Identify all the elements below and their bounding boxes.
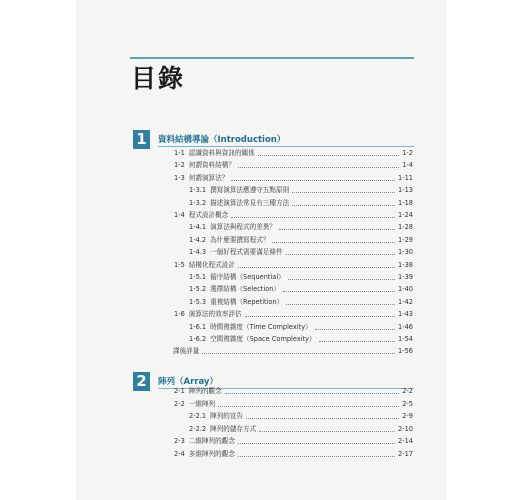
toc-entry-number: 1-1: [174, 149, 185, 157]
toc-entry-page: 2-9: [402, 412, 413, 421]
toc-entry[interactable]: [189, 334, 413, 345]
toc-entry-number: 1-5.1: [189, 273, 207, 281]
toc-entry-number: 1-6.2: [189, 335, 207, 343]
toc-entry-number: 1-4: [174, 211, 185, 219]
toc-entry-number: 1-3.1: [189, 186, 207, 195]
toc-leader-dots: [286, 253, 395, 255]
toc-entry-number: 1-5.2: [189, 285, 207, 294]
toc-entry-title: 為什麼要撰寫程式？: [210, 235, 270, 244]
toc-entry-title: 一維陣列: [188, 399, 216, 408]
toc-entry-number: 1-3: [174, 173, 185, 182]
toc-entry-number: 2-2: [174, 399, 185, 408]
toc-entry[interactable]: [174, 436, 413, 447]
toc-leader-dots: [246, 417, 399, 419]
toc-entry-title: 課後評量: [173, 347, 200, 356]
toc-leader-dots: [288, 278, 395, 280]
toc-entry-page: 1-11: [398, 173, 413, 182]
toc-entry[interactable]: [174, 399, 413, 410]
toc-leader-dots: [245, 315, 396, 317]
toc-entry-page: 1-54: [398, 335, 413, 343]
toc-entry[interactable]: [174, 260, 413, 271]
toc-entry-title: 演算法的效率評估: [188, 310, 242, 319]
toc-leader-dots: [231, 216, 395, 218]
chapter-1-title: 資料結構導論（Introduction）: [158, 135, 286, 145]
header-rule: [130, 57, 414, 59]
toc-leader-dots: [231, 179, 395, 181]
toc-entry-number: 2-4: [174, 450, 185, 458]
toc-entry-number: 1-4.3: [189, 248, 207, 257]
toc-entry[interactable]: [174, 309, 413, 320]
toc-leader-dots: [283, 290, 395, 292]
toc-entry[interactable]: [189, 235, 413, 246]
toc-entry-title: 陣列的觀念: [188, 387, 222, 395]
toc-entry-page: 1-39: [398, 273, 413, 281]
toc-leader-dots: [292, 191, 395, 193]
toc-entry-title: 二維陣列的觀念: [188, 437, 235, 446]
toc-entry-page: 1-56: [398, 347, 413, 356]
toc-entry-page: 2-5: [402, 399, 413, 408]
toc-entry-page: 2-14: [398, 437, 413, 446]
toc-entry[interactable]: [189, 222, 413, 233]
toc-entry[interactable]: [174, 210, 413, 221]
page-title: 目錄: [131, 64, 186, 93]
toc-leader-dots: [238, 455, 395, 457]
toc-entry[interactable]: [189, 424, 413, 435]
toc-entry-number: 2-2.1: [189, 412, 207, 421]
toc-entry-page: 1-40: [398, 285, 413, 294]
toc-entry-title: 演算法與程式的差異？: [210, 223, 276, 232]
toc-entry-number: 2-2.2: [189, 424, 207, 433]
toc-entry-number: 2-1: [174, 387, 185, 395]
toc-entry-page: 1-42: [398, 297, 413, 306]
chapter-2-number-badge: 2: [133, 372, 150, 391]
toc-entry-title: 何謂演算法？: [188, 173, 229, 182]
toc-entry[interactable]: [174, 160, 413, 171]
toc-entry-page: 1-43: [398, 310, 413, 319]
toc-entry-number: 1-4.2: [189, 235, 207, 244]
toc-entry-number: 1-3.2: [189, 198, 207, 207]
toc-leader-dots: [202, 352, 395, 354]
toc-leader-dots: [272, 241, 395, 243]
chapter-1-number-badge: 1: [133, 130, 150, 149]
toc-entry-page: 1-29: [398, 235, 413, 244]
toc-entry[interactable]: [189, 247, 413, 258]
toc-entry[interactable]: [189, 198, 413, 209]
toc-entry-page: 2-17: [398, 450, 413, 458]
toc-entry-page: 1-18: [398, 198, 413, 207]
toc-entry-number: 1-2: [174, 161, 185, 170]
toc-entry[interactable]: [189, 272, 413, 283]
toc-entry-title: 陣列的宣告: [210, 412, 244, 421]
toc-entry[interactable]: [189, 284, 413, 295]
toc-entry-title: 陣列的儲存方式: [210, 424, 257, 433]
toc-entry-title: 描述演算法常見有三種方法: [210, 198, 290, 207]
toc-entry[interactable]: [189, 297, 413, 308]
toc-entry-title: 時間複雜度（Time Complexity）: [210, 322, 312, 331]
toc-leader-dots: [259, 430, 395, 432]
toc-entry-page: 1-13: [398, 186, 413, 195]
toc-entry[interactable]: [174, 173, 413, 184]
toc-entry-page: 1-38: [398, 260, 413, 269]
toc-entry[interactable]: [174, 386, 413, 397]
toc-entry-number: 1-5: [174, 260, 185, 269]
toc-leader-dots: [238, 166, 399, 168]
toc-entry[interactable]: [174, 148, 413, 159]
toc-entry-number: 2-3: [174, 437, 185, 446]
toc-leader-dots: [238, 442, 395, 444]
toc-entry-page: 1-28: [398, 223, 413, 232]
toc-entry[interactable]: [173, 346, 413, 357]
toc-leader-dots: [286, 303, 395, 305]
toc-entry-page: 1-46: [398, 322, 413, 331]
toc-leader-dots: [292, 204, 395, 206]
toc-entry-title: 程式設計概念: [188, 211, 229, 219]
toc-entry-title: 選擇結構（Selection）: [210, 285, 281, 294]
toc-entry[interactable]: [189, 185, 413, 196]
toc-leader-dots: [315, 328, 395, 330]
chapter-1-divider: [158, 146, 414, 147]
toc-entry-title: 重複結構（Repetition）: [210, 297, 284, 306]
toc-leader-dots: [238, 266, 395, 268]
toc-entry-title: 空間複雜度（Space Complexity）: [210, 335, 316, 343]
toc-entry-page: 1-4: [402, 161, 413, 170]
toc-leader-dots: [279, 228, 395, 230]
toc-entry[interactable]: [189, 322, 413, 333]
toc-entry-title: 一個好程式需要滿足條件: [210, 248, 283, 257]
toc-entry-page: 1-30: [398, 248, 413, 257]
toc-entry-number: 1-6: [174, 310, 185, 319]
toc-entry-page: 1-2: [402, 149, 413, 157]
toc-entry-page: 2-2: [402, 387, 413, 395]
toc-leader-dots: [225, 392, 399, 394]
toc-entry-number: 1-6.1: [189, 322, 207, 331]
toc-entry-page: 2-10: [398, 424, 413, 433]
toc-entry-number: 1-4.1: [189, 223, 207, 232]
toc-leader-dots: [218, 405, 399, 407]
toc-leader-dots: [319, 340, 395, 342]
toc-entry-title: 何謂資料結構？: [188, 161, 235, 170]
toc-entry-title: 結構化程式設計: [188, 260, 235, 269]
toc-entry-title: 認識資料與資訊的關係: [188, 149, 255, 157]
toc-leader-dots: [258, 154, 400, 156]
toc-entry-title: 撰寫演算法應遵守五點原則: [210, 186, 290, 195]
toc-entry-page: 1-24: [398, 211, 413, 219]
toc-entry[interactable]: [189, 411, 413, 422]
toc-entry-title: 循序結構（Sequential）: [210, 273, 285, 281]
chapter-2-title: 陣列（Array）: [158, 377, 218, 387]
toc-entry-title: 多維陣列的觀念: [188, 450, 235, 458]
toc-entry-number: 1-5.3: [189, 297, 207, 306]
toc-entry[interactable]: [174, 449, 413, 460]
